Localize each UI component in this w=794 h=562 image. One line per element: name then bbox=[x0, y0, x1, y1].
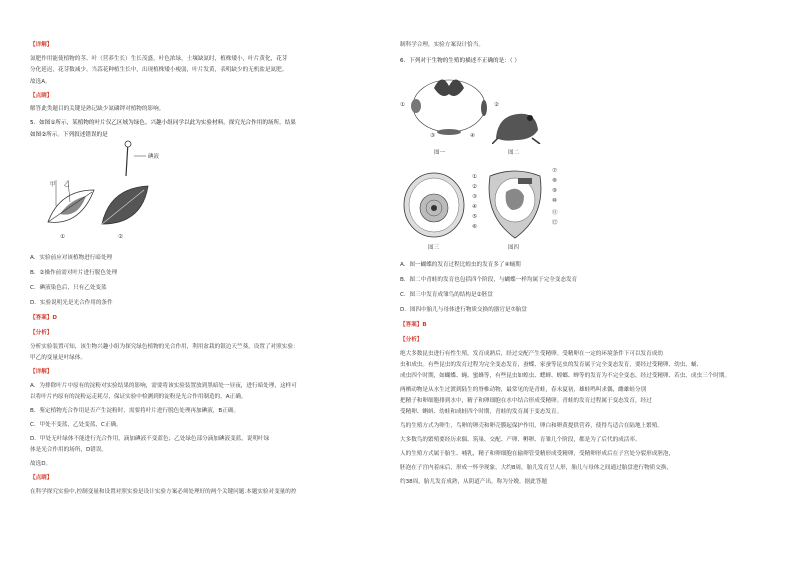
fig4-num-9: ⑨ bbox=[552, 188, 557, 194]
text-line: 受精卵、蝌蚪、幼蛙和成蛙四个时期，青蛙的发育属于变态发育。 bbox=[400, 409, 563, 415]
text-line: 故选D。 bbox=[30, 461, 52, 467]
text-line: 制科学合理，实验方案设计恰当。 bbox=[400, 42, 484, 48]
section-heading: 【答案】D bbox=[30, 315, 58, 321]
fig2-caption: 图二 bbox=[508, 150, 520, 156]
fig3-num-4: ④ bbox=[472, 204, 477, 210]
right-column bbox=[400, 0, 770, 562]
fig3-num-3: ③ bbox=[472, 194, 477, 200]
text-line: 如图②所示。下列叙述错误的是 bbox=[30, 132, 108, 138]
text-line: 虫和成虫。有些昆虫的发育过程为完全变态发育，蚕蝶、家蚕等昆虫的发育属于完全变态发育，要经过受精卵、幼虫、蛹、 bbox=[400, 362, 703, 368]
section-heading: 【答案】B bbox=[400, 322, 427, 328]
left-column bbox=[30, 0, 370, 562]
fig4-num-10: ⑩ bbox=[552, 198, 557, 204]
fig1-num-1: ① bbox=[400, 102, 405, 108]
bird-egg-figure bbox=[400, 170, 470, 240]
frog-figure bbox=[492, 104, 542, 144]
text-line: 故选A。 bbox=[30, 79, 51, 85]
fig4-caption: 图四 bbox=[508, 245, 520, 251]
label-fig-2: ② bbox=[118, 234, 123, 240]
text-line: D．图四中胎儿与母体进行物质交换的器官是⑦胎盘 bbox=[400, 307, 527, 313]
section-heading: 【点睛】 bbox=[30, 93, 53, 99]
fig1-num-4: ④ bbox=[470, 133, 475, 139]
text-line: 两栖动物是从水生过渡到陆生的脊椎动物，最常见的是青蛙，春末夏初，雄蛙鸣叫求偶，雌雄蛙分别 bbox=[400, 387, 647, 393]
text-line: 鸟的生殖方式为卵生，鸟卵的卵壳和卵壳膜起保护作用，卵白和卵黄提供营养，使得鸟适合在陆地上繁殖。 bbox=[400, 423, 663, 429]
label-jia: 甲 bbox=[50, 182, 56, 188]
fig1-num-3: ③ bbox=[430, 133, 435, 139]
fig4-num-7: ⑦ bbox=[552, 168, 557, 174]
text-line: D．实验说明光是光合作用的条件 bbox=[30, 300, 113, 306]
text-line: C．碘液染色后，只有乙处变蓝 bbox=[30, 285, 107, 291]
text-line: A．为排除叶片中原有的淀粉对实验结果的影响，需要将该实验装置放到黑暗处一昼夜，进行暗处理，这样可 bbox=[30, 383, 297, 389]
text-line: 把精子和卵细胞排到水中，精子和卵细胞在水中结合形成受精卵。青蛙的发育过程属于变态发育，经过 bbox=[400, 398, 652, 404]
text-line: 分化延迟，花芽数减少。当蒜花种植生长中，出现植株矮小瘦弱，叶片发黄，表明缺少的无机盐是氮肥。 bbox=[30, 67, 288, 73]
text-line: 人的生殖方式属于胎生、哺乳，精子和卵细胞在输卵管受精形成受精卵，受精卵形成后在子宫处分裂形成胚泡， bbox=[400, 451, 675, 457]
text-line: C．图三中发育成雏鸟的结构是②胚盘 bbox=[400, 292, 493, 298]
fig3-num-5: ⑤ bbox=[472, 214, 477, 220]
text-line: 甲乙的变量是叶绿体。 bbox=[30, 355, 86, 361]
fig1-num-2: ② bbox=[494, 102, 499, 108]
fig3-num-6: ⑥ bbox=[472, 224, 477, 230]
text-line: C．甲处不变蓝，乙处变蓝，C正确。 bbox=[30, 422, 122, 428]
text-line: B．鉴定植物光合作用是否产生淀粉时，需要将叶片进行脱色处理再加碘液，B正确。 bbox=[30, 408, 240, 414]
text-line: 大多数鸟的繁殖要经历求偶、筑巢、交配、产卵、孵卵、育雏几个阶段，都是为了后代的成活率。 bbox=[400, 437, 641, 443]
text-line: D．甲处无叶绿体不能进行光合作用，滴加碘液不变蓝色；乙处绿色部分滴加碘液变蓝，说明叶绿 bbox=[30, 436, 270, 442]
text-line: 解答此类题目的关键是熟记缺少氮磷钾对植物的影响。 bbox=[30, 106, 165, 112]
label-fig-1: ① bbox=[60, 234, 65, 240]
section-heading: 【详解】 bbox=[30, 369, 53, 375]
text-line: 6．下列对于生物的生殖的描述不正确的是：（ ） bbox=[400, 58, 521, 64]
fig1-caption: 图一 bbox=[434, 150, 446, 156]
section-heading: 【详解】 bbox=[30, 42, 53, 48]
butterfly-lifecycle-figure bbox=[404, 70, 494, 142]
text-line: 以将叶片内原有的淀粉运走耗尽，保证实验中检测到的淀粉是光合作用制造的，A正确。 bbox=[30, 394, 247, 400]
section-heading: 【分析】 bbox=[30, 330, 53, 336]
leaf-experiment-figure bbox=[40, 140, 160, 250]
fig4-num-12: ⑫ bbox=[552, 220, 558, 226]
text-line: B．图二中青蛙的发育也包括四个阶段，与蝴蝶一样均属于完全变态发育 bbox=[400, 277, 578, 283]
text-line: B．②操作前需对叶片进行脱色处理 bbox=[30, 270, 118, 276]
fetus-womb-figure bbox=[480, 166, 550, 241]
leaf-two bbox=[102, 141, 148, 224]
fig4-num-11: ⑪ bbox=[552, 210, 558, 216]
text-line: 绝大多数昆虫进行有性生殖，发育成熟后，经过交配产生受精卵。受精卵在一定的环境条件下可以发育成幼 bbox=[400, 351, 663, 357]
text-line: 成虫四个时期，如蝴蝶、蝇、蜜蜂等，有些昆虫如蝗虫、蟋蟀、螳螂、蝉等的发育为不完全变态，经过受精卵、若虫、成虫三个时期。 bbox=[400, 373, 731, 379]
label-iodine: 碘液 bbox=[148, 154, 160, 160]
fig3-caption: 图三 bbox=[428, 245, 440, 251]
fig4-num-8: ⑧ bbox=[552, 178, 557, 184]
text-line: A．图一蝴蝶的发育过程比蝗虫的发育多了④蛹期 bbox=[400, 262, 521, 268]
fig3-num-1: ① bbox=[472, 174, 477, 180]
label-yi: 乙 bbox=[64, 182, 70, 188]
text-line: A．实验前应对该植物进行暗处理 bbox=[30, 255, 113, 261]
fig3-num-2: ② bbox=[472, 184, 477, 190]
text-line: 氮肥作用能使植物的茎、叶（营养生长）生长茂盛，叶色浓绿。土壤缺氮时，植株矮小，叶片黄化，花芽 bbox=[30, 56, 288, 62]
text-line: 分析实验装置可知，该生物兴趣小组为探究绿色植物的光合作用，利用盆栽的银边天竺葵，设置了对照实验： bbox=[30, 344, 299, 350]
text-line: 在科学探究实验中,控制变量和设置对照实验是设计实验方案必须处理好的两个关键问题.本题实验对变量的控 bbox=[30, 489, 297, 495]
text-line: 体是光合作用的场所，D错误。 bbox=[30, 447, 108, 453]
section-heading: 【分析】 bbox=[400, 337, 423, 343]
text-line: 5．如图①所示，某植物的叶片仅乙区域为绿色。兴趣小组同学以此为实验材料，探究光合作用的场所，结果 bbox=[30, 120, 296, 126]
text-line: 胚泡在子宫内着床后，形成一怀孕现象，大约8周，胎儿发育呈人形，胎儿与母体之间通过胎盘进行物质交换， bbox=[400, 465, 673, 471]
section-heading: 【点睛】 bbox=[30, 475, 53, 481]
text-line: 约38周，胎儿发育成熟，从阴道产出，称为分娩。据此答题 bbox=[400, 479, 547, 485]
